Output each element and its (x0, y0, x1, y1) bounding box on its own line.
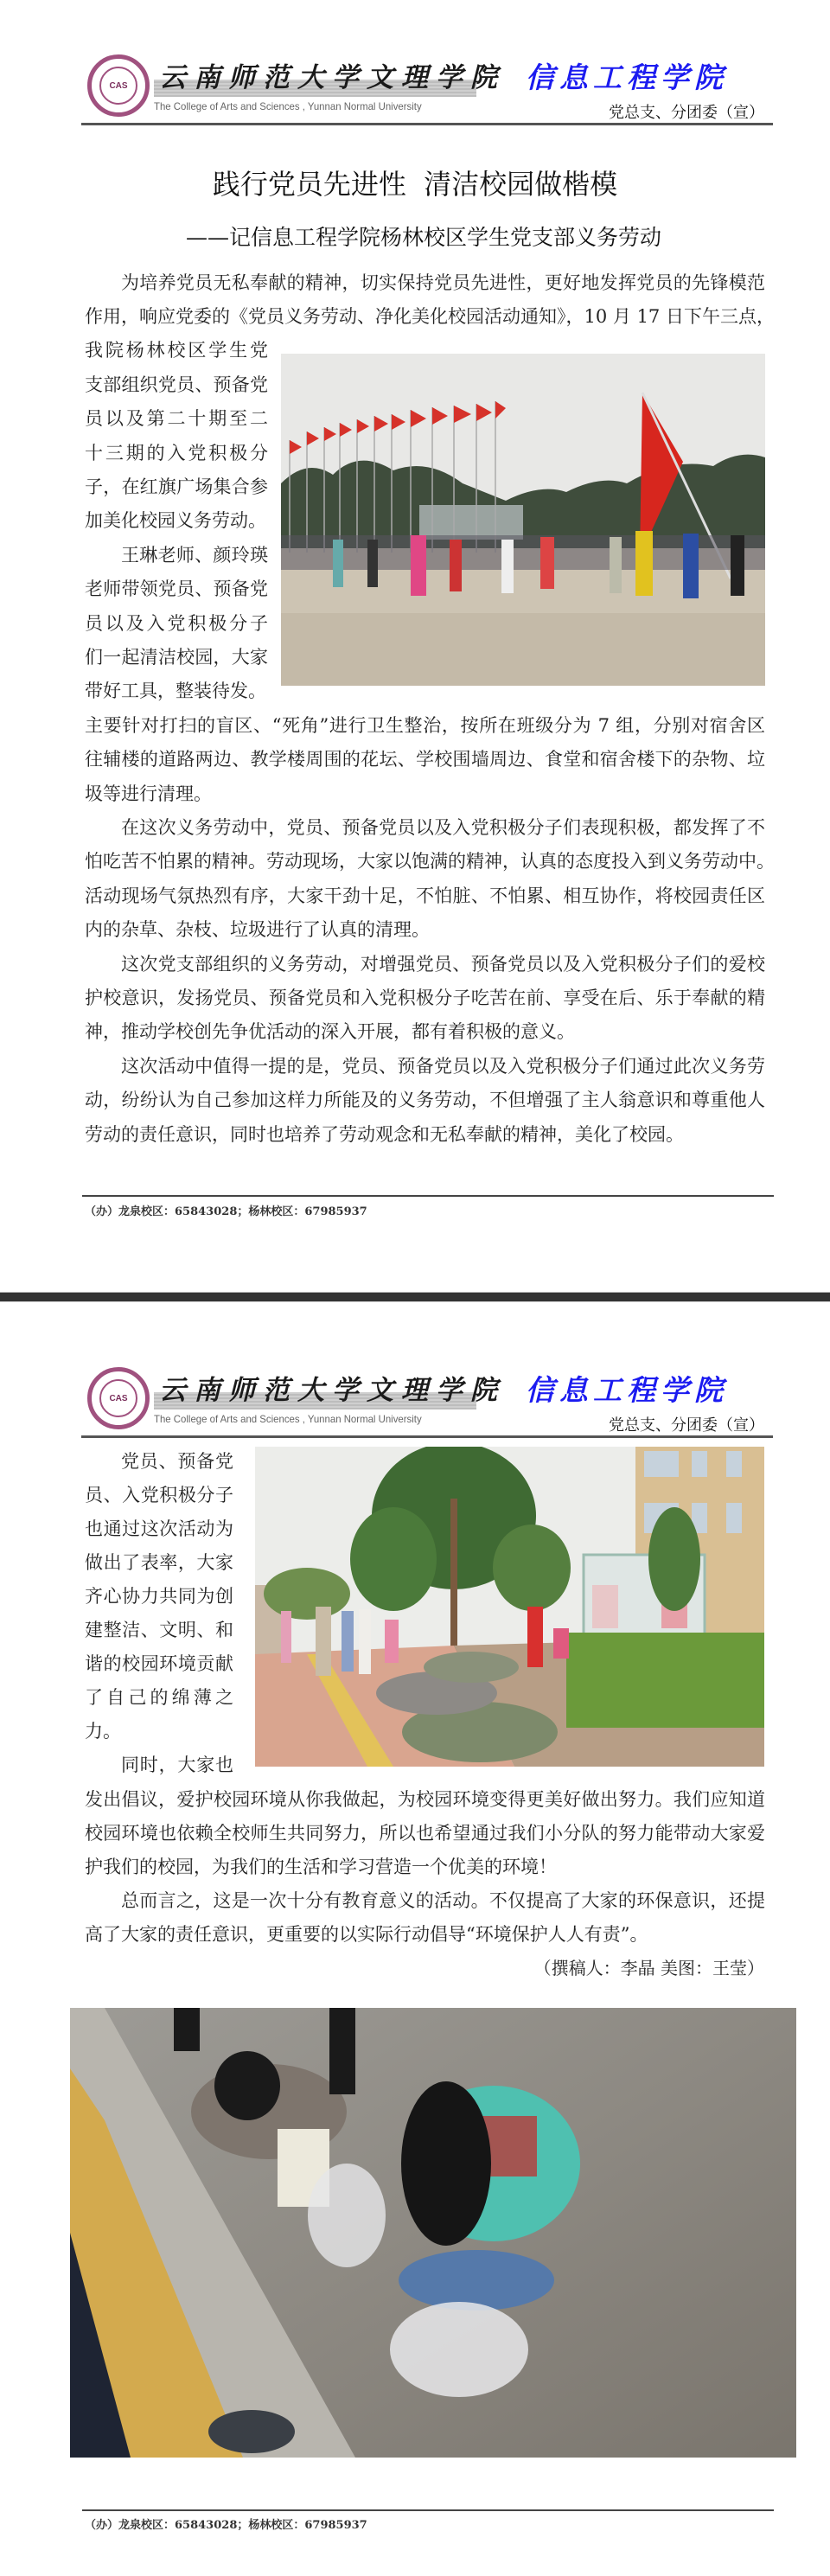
page1-header (0, 0, 830, 130)
text-line: 怕吃苦不怕累的精神。劳动现场，大家以饱满的精神，认真的态度投入到义务劳动中。 (85, 851, 775, 873)
text-line: 建整洁、文明、和 (85, 1620, 233, 1640)
logo-mark: CAS (99, 1379, 137, 1417)
text-line: 为培养党员无私奉献的精神，切实保持党员先进性，更好地发挥党员的先锋模范 (121, 272, 765, 293)
school-name-en: The College of Arts and Sciences , Yunnan Normal University (154, 100, 422, 112)
text-line: 内的杂草、杂枝、垃圾进行了认真的清理。 (85, 919, 430, 941)
footer-contact: （办）龙泉校区：65843028；杨林校区：67985937 (85, 2519, 367, 2532)
college-logo-icon (87, 1367, 150, 1429)
text-line: 高了大家的责任意识，更重要的以实际行动倡导“环境保护人人有责”。 (85, 1923, 648, 1945)
page2-header (0, 1313, 830, 1442)
text-line: 了自己的绵薄之 (85, 1687, 233, 1709)
text-line: 在这次义务劳动中，党员、预备党员以及入党积极分子们表现积极，都发挥了不 (121, 816, 765, 838)
text-line: 员以及入党积极分子 (85, 612, 268, 634)
text-line: 王琳老师、颜玲瑛 (121, 544, 268, 566)
school-name-en: The College of Arts and Sciences , Yunnan Normal University (154, 1413, 422, 1425)
college-name: 信息工程学院 (526, 61, 728, 94)
text-line: 带好工具，整装待发。 (85, 681, 266, 702)
text-line: 同时，大家也 (121, 1755, 233, 1776)
text-line: 圾等进行清理。 (85, 783, 212, 804)
text-line: 发出倡议，爱护校园环境从你我做起，为校园环境变得更美好做出努力。我们应知道 (85, 1788, 765, 1810)
footer-rule (82, 2509, 774, 2511)
text-line: 神，推动学校创先争优活动的深入开展，都有着积极的意义。 (85, 1021, 575, 1043)
text-line: 员以及第二十期至二 (85, 408, 268, 430)
text-line: 主要针对打扫的盲区、“死角”进行卫生整治，按所在班级分为 7 组，分别对宿舍区 (85, 714, 765, 736)
text-line: 十三期的入党积极分 (85, 442, 268, 463)
school-name-cn: 云南师范大学文理学院 (159, 1375, 505, 1406)
text-line: 老师带领党员、预备党 (85, 578, 268, 600)
school-name-cn: 云南师范大学文理学院 (159, 62, 505, 93)
article-title: 践行党员先进性 清洁校园做楷模 (212, 168, 618, 201)
text-line: 劳动的责任意识，同时也培养了劳动观念和无私奉献的精神，美化了校园。 (85, 1123, 684, 1145)
text-line: 支部组织党员、预备党 (85, 374, 268, 395)
text-line: 加美化校园义务劳动。 (85, 510, 266, 532)
header-rule (81, 1435, 773, 1438)
photo-flowerbed-cleaning (255, 1447, 764, 1767)
text-line: 往辅楼的道路两边、教学楼周围的花坛、学校围墙周边、食堂和宿舍楼下的杂物、垃 (85, 749, 765, 770)
text-line: 护我们的校园，为我们的生活和学习营造一个优美的环境！ (85, 1856, 557, 1877)
header-rule (81, 123, 773, 125)
footer-contact: （办）龙泉校区：65843028；杨林校区：67985937 (85, 1205, 367, 1218)
logo-mark: CAS (99, 67, 137, 105)
text-line: 子，在红旗广场集合参 (85, 476, 268, 497)
text-line: 党员、预备党 (121, 1450, 233, 1472)
college-logo-icon (87, 54, 150, 117)
text-line: 做出了表率，大家 (85, 1551, 233, 1573)
department-label: 党总支、分团委（宣） (609, 104, 764, 122)
author-credit: （撰稿人：李晶 美图：王莹） (533, 1958, 764, 1978)
text-line: 作用，响应党委的《党员义务劳动、净化美化校园活动通知》，10 月 17 日下午三点， (85, 305, 775, 327)
text-line: 齐心协力共同为创 (85, 1585, 233, 1607)
department-label: 党总支、分团委（宣） (609, 1416, 764, 1435)
text-line: 总而言之，这是一次十分有教育意义的活动。不仅提高了大家的环保意识，还提 (121, 1889, 765, 1911)
photo-litter-picking (70, 2008, 796, 2458)
text-line: 谐的校园环境贡献 (85, 1653, 233, 1675)
photo-flag-square-march (281, 354, 765, 686)
page-divider (0, 1292, 830, 1302)
text-line: 力。 (85, 1721, 121, 1742)
text-line: 我院杨林校区学生党 (85, 340, 268, 361)
text-line: 这次活动中值得一提的是，党员、预备党员以及入党积极分子们通过此次义务劳 (121, 1055, 765, 1077)
text-line: 这次党支部组织的义务劳动，对增强党员、预备党员以及入党积极分子们的爱校 (121, 953, 765, 975)
text-line: 校园环境也依赖全校师生共同努力，所以也希望通过我们小分队的努力能带动大家爱 (85, 1822, 765, 1844)
text-line: 护校意识，发扬党员、预备党员和入党积极分子吃苦在前、享受在后、乐于奉献的精 (85, 987, 765, 1008)
footer-rule (82, 1195, 774, 1197)
article-subtitle: ——记信息工程学院杨林校区学生党支部义务劳动 (185, 225, 661, 250)
text-line: 动，纷纷认为自己参加这样力所能及的义务劳动，不但增强了主人翁意识和尊重他人 (85, 1090, 765, 1111)
text-line: 员、入党积极分子 (85, 1484, 233, 1505)
text-line: 也通过这次活动为 (85, 1518, 233, 1539)
text-line: 们一起清洁校园，大家 (85, 646, 268, 668)
college-name: 信息工程学院 (526, 1373, 728, 1407)
text-line: 活动现场气氛热烈有序，大家干劲十足，不怕脏、不怕累、相互协作，将校园责任区 (85, 885, 765, 906)
